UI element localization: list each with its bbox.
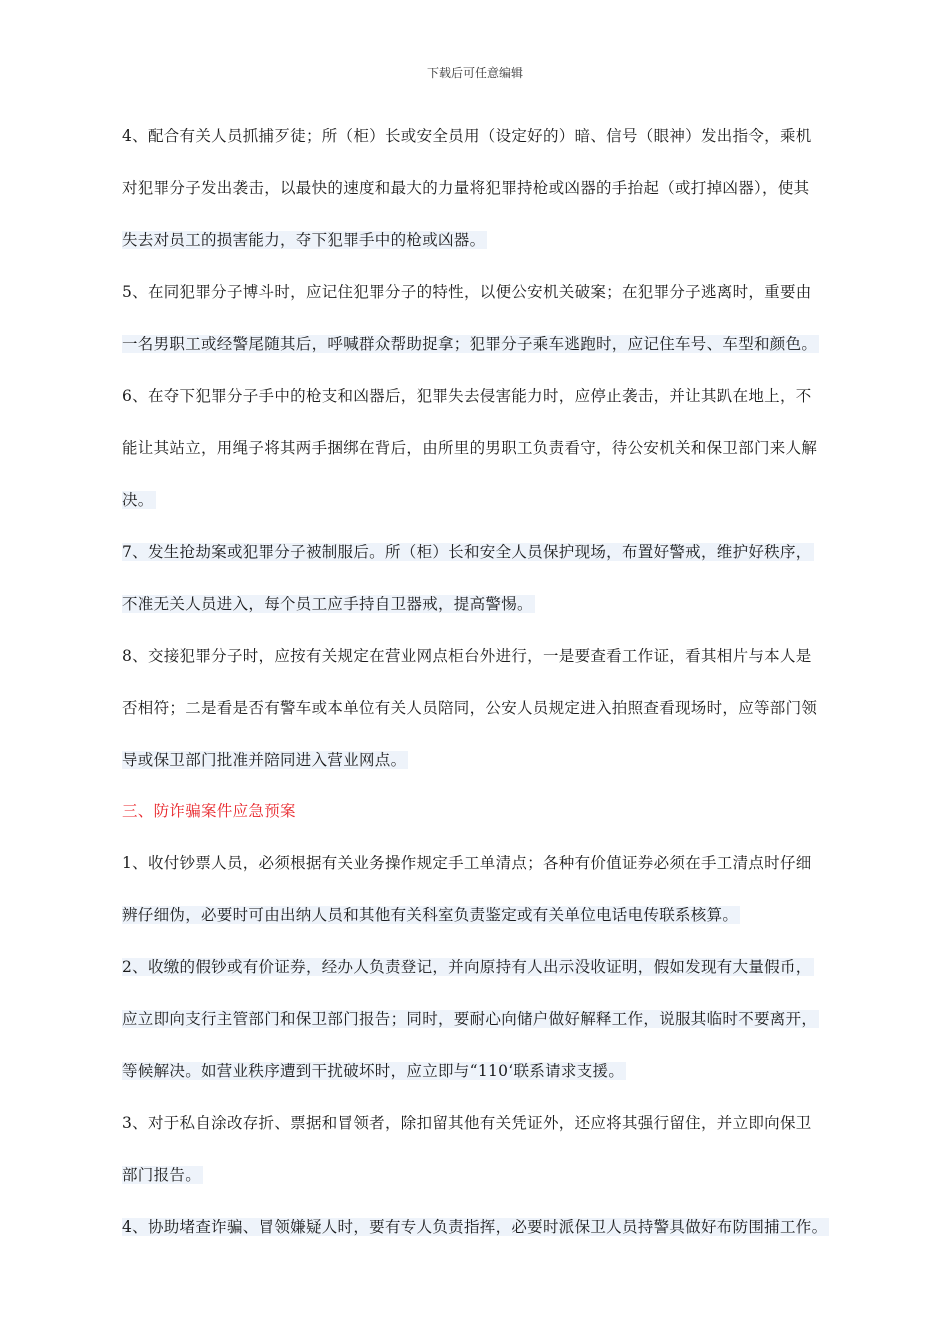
text-line [122, 1112, 812, 1134]
line-text: 不准无关人员进入，每个员工应手持自卫器戒，提高警惕。 [122, 595, 533, 613]
page-header: 下载后可任意编辑 [426, 66, 523, 80]
text-line [122, 1060, 626, 1082]
line-text: 失去对员工的损害能力，夺下犯罪手中的枪或凶器。 [122, 231, 486, 249]
line-text: 8、交接犯罪分子时，应按有关规定在营业网点柜台外进行，一是要查看工作证，看其相片与本人是 [122, 647, 812, 665]
text-line [122, 541, 814, 563]
line-text: 辨仔细伪，必要时可由出纳人员和其他有关科室负责鉴定或有关单位电话电传联系核算。 [122, 906, 739, 924]
line-text: 2、收缴的假钞或有价证券，经办人负责登记，并向原持有人出示没收证明，假如发现有大量假币， [122, 958, 812, 976]
line-text: 5、在同犯罪分子博斗时，应记住犯罪分子的特性，以便公安机关破案；在犯罪分子逃离时，重要由 [122, 283, 812, 301]
text-line [122, 645, 812, 667]
line-text: 对犯罪分子发出袭击，以最快的速度和最大的力量将犯罪持枪或凶器的手抬起（或打掉凶器），使其 [122, 179, 810, 197]
line-text: 否相符；二是看是否有警车或本单位有关人员陪同，公安人员规定进入拍照查看现场时，应等部门领 [122, 699, 818, 717]
line-text: 能让其站立，用绳子将其两手捆绑在背后，由所里的男职工负责看守，待公安机关和保卫部门来人解 [122, 439, 818, 457]
line-text: 等候解决。如营业秩序遭到干扰破坏时，应立即与“110‘联系请求支援。 [122, 1062, 625, 1080]
text-line [122, 1216, 829, 1238]
text-line [122, 489, 156, 511]
section-heading [122, 800, 296, 822]
line-text: 1、收付钞票人员，必须根据有关业务操作规定手工单清点；各种有价值证券必须在手工清点时仔细 [122, 854, 812, 872]
text-line [122, 125, 812, 147]
text-line [122, 697, 817, 719]
line-text: 导或保卫部门批准并陪同进入营业网点。 [122, 751, 407, 769]
text-line [122, 333, 819, 355]
text-line [122, 749, 408, 771]
text-line [122, 229, 487, 251]
line-text: 7、发生抢劫案或犯罪分子被制服后。所（柜）长和安全人员保护现场，布置好警戒，维护好秩序， [122, 543, 812, 561]
text-line [122, 1164, 203, 1186]
line-text: 部门报告。 [122, 1166, 202, 1184]
line-text: 6、在夺下犯罪分子手中的枪支和凶器后，犯罪失去侵害能力时，应停止袭击，并让其趴在地上，不 [122, 387, 812, 405]
text-line [122, 281, 812, 303]
text-line [122, 904, 740, 926]
text-line [122, 177, 809, 199]
line-text: 决。 [122, 491, 154, 509]
text-line [122, 1008, 819, 1030]
line-text: 4、协助堵查诈骗、冒领嫌疑人时，要有专人负责指挥，必要时派保卫人员持警具做好布防围捕工作。 [122, 1218, 828, 1236]
heading-text: 三、防诈骗案件应急预案 [122, 802, 296, 820]
line-text: 一名男职工或经警尾随其后，呼喊群众帮助捉拿；犯罪分子乘车逃跑时，应记住车号、车型和颜色。 [122, 335, 818, 353]
line-text: 4、配合有关人员抓捕歹徒；所（柜）长或安全员用（设定好的）暗、信号（眼神）发出指令，乘机 [122, 127, 812, 145]
text-line [122, 385, 812, 407]
text-line [122, 956, 814, 978]
text-line [122, 437, 817, 459]
text-line [122, 593, 535, 615]
text-line [122, 852, 812, 874]
line-text: 3、对于私自涂改存折、票据和冒领者，除扣留其他有关凭证外，还应将其强行留住，并立即向保卫 [122, 1114, 812, 1132]
line-text: 应立即向支行主管部门和保卫部门报告；同时，要耐心向储户做好解释工作，说服其临时不要离开， [122, 1010, 818, 1028]
